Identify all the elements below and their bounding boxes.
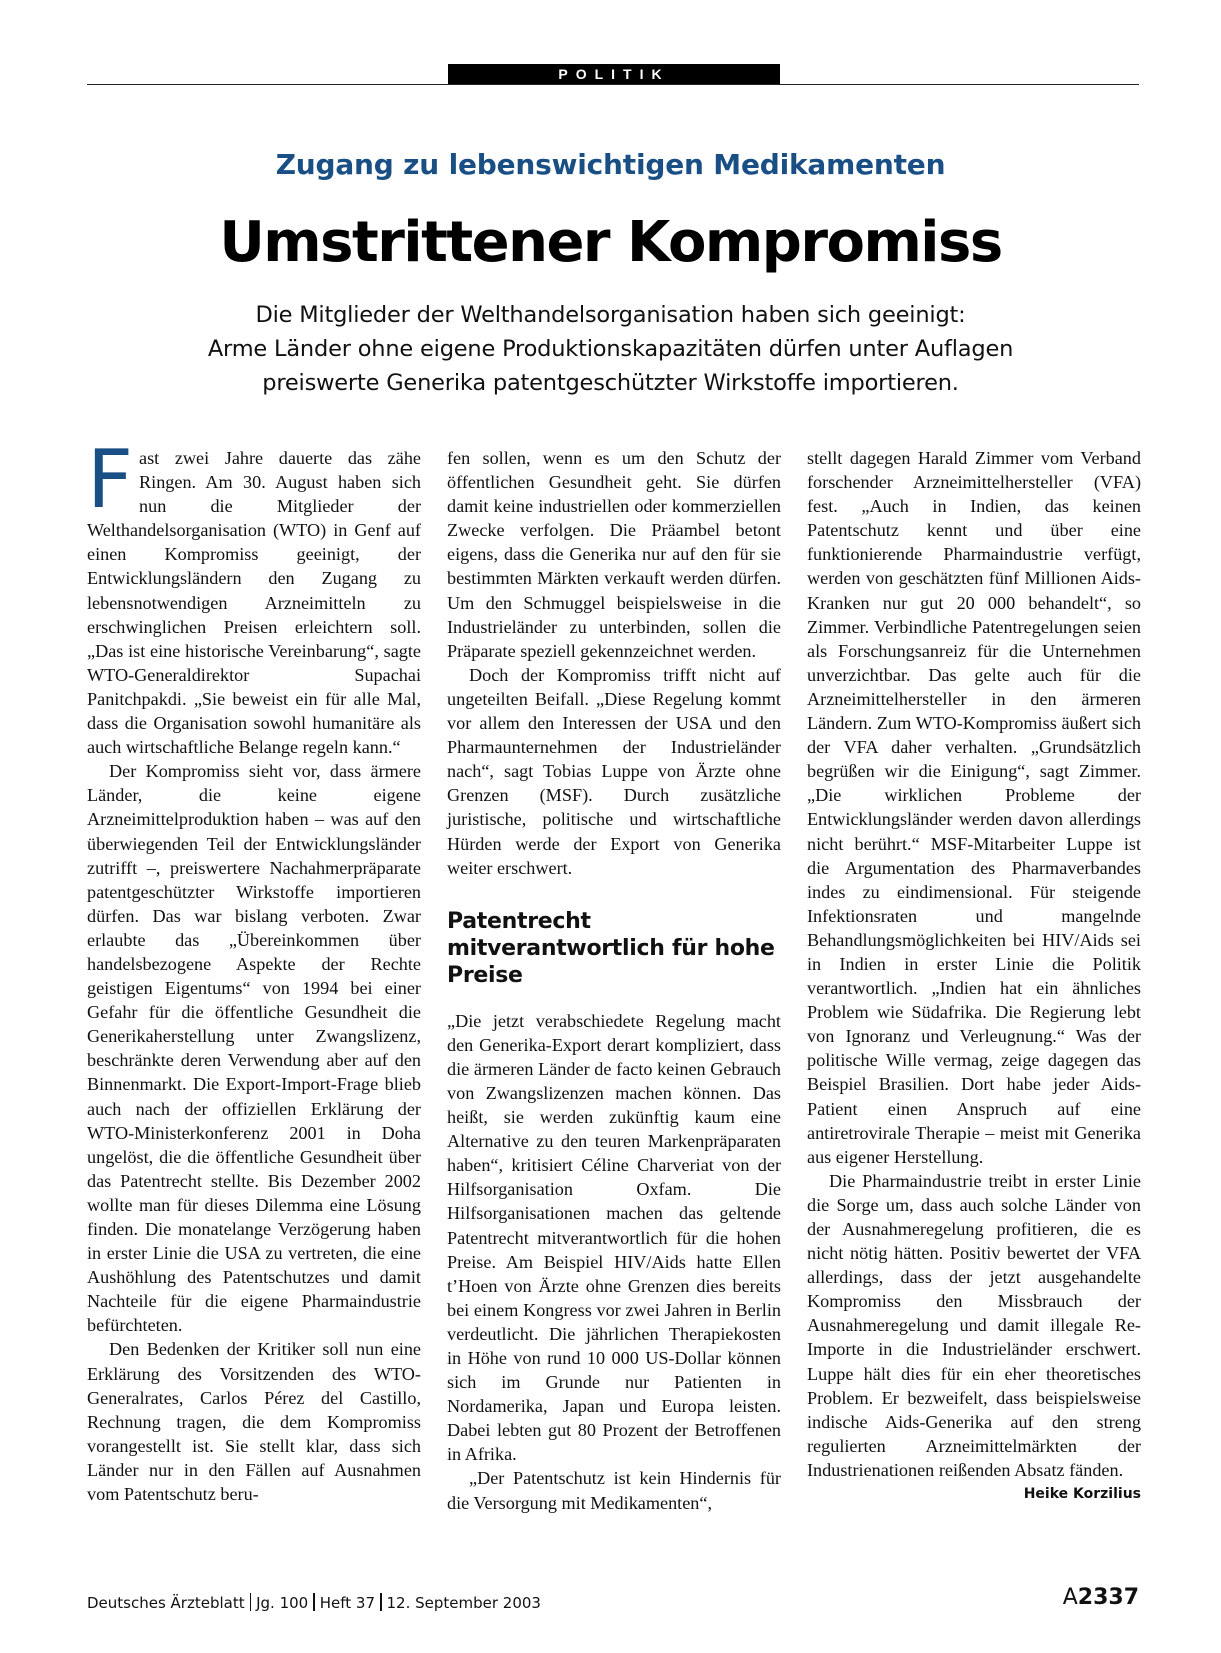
deck-line: preiswerte Generika patentgeschützter Wirkstoffe importieren. (262, 370, 959, 396)
subheading: Patentrecht mitverantwortlich für hohe Preise (447, 908, 775, 988)
paragraph: „Die jetzt verabschiedete Regelung macht den Generika-Export derart kompliziert, dass die ärmeren Länder de facto keinen Gebrauch von Zwangslizenzen machen können. Das heißt, sie werden zukünftig kaum eine Alternative zu den teuren Markenpräparaten haben“, kritisiert Céline Charveriat von der Hilfsorganisation Oxfam. Die Hilfsorganisationen machen das geltende Patentrecht mitverantwortlich für die hohen Preise. Am Beispiel HIV/Aids hatte Ellen t’Hoen von Ärzte ohne Grenzen dies bereits bei einem Kongress vor zwei Jahren in Berlin verdeutlicht. Die jährlichen Therapiekosten in Höhe von rund 10 000 US-Dollar können sich im Grunde nur Patienten in Nordamerika, Japan und Europa leisten. Dabei lebten gut 80 Prozent der Betroffenen in Afrika. (447, 1010, 781, 1465)
deck-line: Die Mitglieder der Welthandelsorganisation haben sich geeinigt: (255, 302, 966, 328)
paragraph: stellt dagegen Harald Zimmer vom Verband forschender Arzneimittelhersteller (VFA) fest. „Auch in Indien, das keinen Patentschutz kennt und über eine funktionierende Pharmaindustrie verfügt, werden von geschätzten fünf Millionen Aids-Kranken nur gut 20 000 behandelt“, so Zimmer. Verbindliche Patentregelungen seien als Forschungsanreiz für die Unternehmen unverzichtbar. Das gelte auch für die Arzneimittelhersteller in den ärmeren Ländern. Zum WTO-Kompromiss äußert sich der VFA daher verhalten. „Grundsätzlich begrüßen wir die Einigung“, sagt Zimmer. „Die wirklichen Probleme der Entwicklungsländer werden davon allerdings nicht berührt.“ MSF-Mitarbeiter Luppe ist die Argumentation des Pharmaverbandes indes zu eindimensional. Für steigende Infektionsraten und mangelnde Behandlungsmöglichkeiten bei HIV/Aids sei in Indien in erster Linie die Politik verantwortlich. „Indien hat ein ähnliches Problem wie Südafrika. Die Regierung lebt von Ignoranz und Verleugnung.“ Was der politische Wille vermag, zeige dagegen das Beispiel Brasilien. Dort habe jeder Aids-Patient einen Anspruch auf eine antiretrovirale Therapie – meist mit Generika aus eigener Herstellung. (807, 448, 1141, 1167)
column-1 (87, 433, 421, 1506)
dropcap: F (87, 433, 134, 526)
page-number-value: 2337 (1077, 1585, 1139, 1610)
footer-volume: Jg. 100 (256, 1594, 309, 1612)
footer-journal: Deutsches Ärzteblatt (87, 1594, 245, 1612)
footer-separator (250, 1593, 252, 1611)
footer-date: 12. September 2003 (386, 1594, 541, 1612)
paragraph: Der Kompromiss sieht vor, dass ärmere Länder, die keine eigene Arzneimittelproduktion haben – was auf den überwiegenden Teil der Entwicklungsländer zutrifft –, preiswertere Nachahmerpräparate patentgeschützter Wirkstoffe importieren dürfen. Das war bislang verboten. Zwar erlaubte das „Übereinkommen über handelsbezogene Aspekte der Rechte geistigen Eigentums“ von 1994 bei einer Gefahr für die öffentliche Gesundheit die Generikaherstellung unter Zwangslizenz, beschränkte deren Verwendung aber auf den Binnenmarkt. Die Export-Import-Frage blieb auch nach der offiziellen Erklärung der WTO-Ministerkonferenz 2001 in Doha ungelöst, die die öffentliche Gesundheit über das Patentrecht stellte. Bis Dezember 2002 wollte man für dieses Dilemma eine Lösung finden. Die monatelange Verzögerung haben in erster Linie die USA zu vertreten, die eine Aushöhlung des Patentschutzes und damit Nachteile für die eigene Pharmaindustrie befürchteten. (87, 761, 421, 1336)
paragraph (807, 1169, 1141, 1503)
section-tag: POLITIK (448, 64, 780, 84)
paragraph-text: ast zwei Jahre dauerte das zähe Ringen. Am 30. August haben sich nun die Mitglieder der Welthandelsorganisation (WTO) in Genf auf einen Kompromiss geeinigt, der Entwicklungsländern den Zugang zu lebensnotwendigen Arzneimitteln zu erschwinglichen Preisen erleichtern soll. „Das ist eine historische Vereinbarung“, sagte WTO-Generaldirektor Supachai Panitchpakdi. „Sie beweist ein für alle Mal, dass die Organisation sowohl humanitäre als auch wirtschaftliche Belange regeln kann.“ (87, 448, 421, 758)
deck (150, 298, 1071, 400)
kicker: Zugang zu lebenswichtigen Medikamenten (275, 148, 946, 181)
column-3 (807, 446, 1141, 1506)
paragraph: fen sollen, wenn es um den Schutz der öffentlichen Gesundheit geht. Sie dürfen damit keine industriellen oder kommerziellen Zwecke verfolgen. Die Präambel betont eigens, dass die Generika nur auf den für sie bestimmten Märkten verkauft werden dürfen. Um den Schmuggel beispielsweise in die Industrieländer zu unterbinden, sollen die Präparate speziell gekennzeichnet werden. (447, 448, 781, 661)
author-byline: Heike Korzilius (1023, 1486, 1141, 1503)
headline: Umstrittener Kompromiss (219, 210, 1002, 275)
footer-issue: Heft 37 (319, 1594, 375, 1612)
paragraph: Den Bedenken der Kritiker soll nun eine Erklärung des Vorsitzenden des WTO-Generalrates, Carlos Pérez del Castillo, Rechnung tragen, die dem Kompromiss vorangestellt ist. Sie stellt klar, dass sich Länder nur in den Fällen auf Ausnahmen vom Patentschutz beru- (87, 1339, 421, 1505)
footer-separator (380, 1593, 382, 1611)
header-rule (87, 84, 1139, 85)
paragraph (87, 433, 421, 759)
page-prefix: A (1062, 1585, 1078, 1610)
column-2 (447, 446, 781, 1515)
paragraph: „Der Patentschutz ist kein Hindernis für die Versorgung mit Medikamenten“, (447, 1468, 781, 1513)
paragraph-text: Die Pharmaindustrie treibt in erster Linie die Sorge um, dass auch solche Länder von der Ausnahmeregelung profitieren, die es nicht nötig hätten. Positiv bewertet der VFA allerdings, dass der jetzt ausgehandelte Kompromiss den Missbrauch der Ausnahmeregelung und damit illegale Re-Importe in die Industrieländer erschwert. Luppe hält dies für ein eher theoretisches Problem. Er bezweifelt, dass beispielsweise indische Aids-Generika auf den streng regulierten Arzneimittelmärkten der Industrienationen reißenden Absatz fänden. (807, 1170, 1141, 1480)
deck-line: Arme Länder ohne eigene Produktionskapazitäten dürfen unter Auflagen (207, 336, 1014, 362)
paragraph: Doch der Kompromiss trifft nicht auf ungeteilten Beifall. „Diese Regelung kommt vor allem den Interessen der USA und den Pharmaunternehmen der Industrieländer nach“, sagt Tobias Luppe von Ärzte ohne Grenzen (MSF). Durch zusätzliche juristische, politische und wirtschaftliche Hürden werde der Export von Generika weiter erschwert. (447, 664, 781, 878)
page-number (1063, 1585, 1139, 1610)
footer-separator (313, 1593, 315, 1611)
footer-citation (87, 1593, 541, 1612)
